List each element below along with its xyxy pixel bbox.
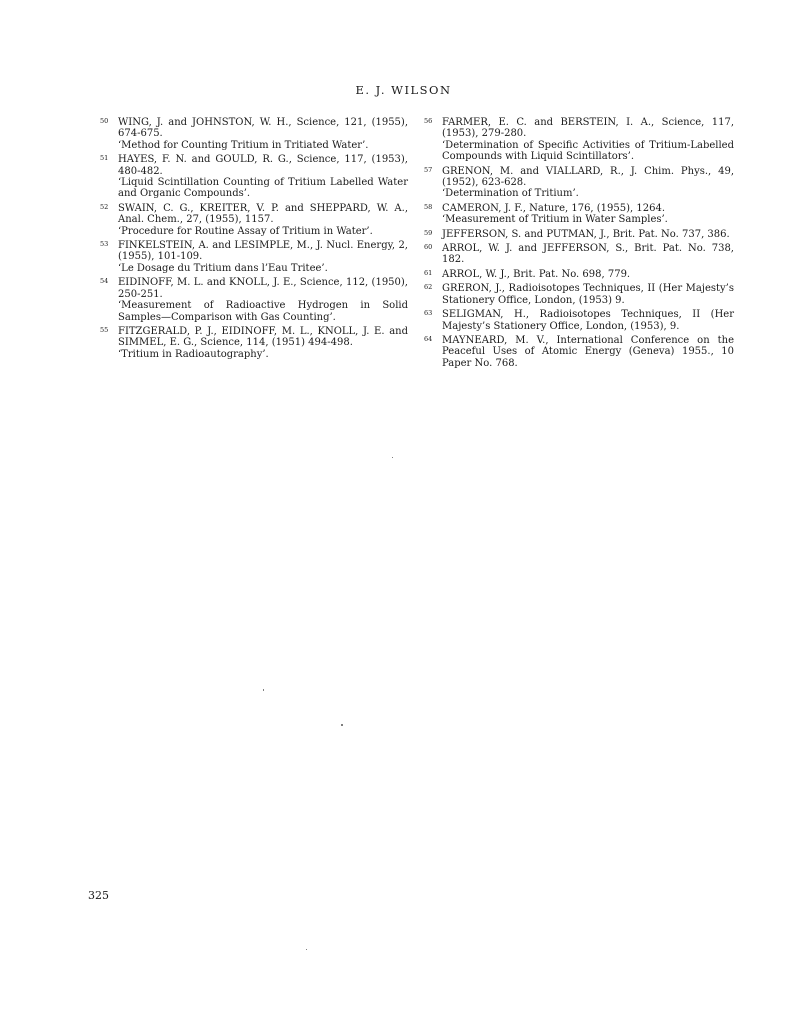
reference-title: ‘Tritium in Radioautography’. (118, 348, 269, 360)
reference-62 (412, 283, 734, 306)
reference-63 (412, 309, 734, 332)
reference-entry: FINKELSTEIN, A. and LESIMPLE, M., J. Nucl. Energy, 2, (1955), 101-109. (118, 240, 408, 263)
reference-entry: ARROL, W. J., Brit. Pat. No. 698, 779. (442, 268, 631, 280)
reference-number: 54 (100, 277, 109, 286)
reference-entry: MAYNEARD, M. V., International Conference on the Peaceful Uses of Atomic Energy (Geneva) 1955., 10 Paper No. 768. (442, 334, 734, 369)
reference-56 (412, 117, 734, 163)
reference-entry: JEFFERSON, S. and PUTMAN, J., Brit. Pat. No. 737, 386. (442, 228, 730, 240)
reference-53 (88, 240, 408, 274)
reference-number: 50 (100, 117, 109, 125)
reference-number: 51 (100, 154, 109, 163)
print-speck (341, 724, 343, 726)
reference-title: ‘Procedure for Routine Assay of Tritium in Water’. (118, 225, 373, 237)
reference-entry: FARMER, E. C. and BERSTEIN, I. A., Science, 117, (1953), 279-280. (442, 117, 734, 140)
reference-entry: WING, J. and JOHNSTON, W. H., Science, 121, (1955), 674-675. (118, 117, 408, 140)
reference-title: ‘Measurement of Radioactive Hydrogen in Solid Samples—Comparison with Gas Counting’. (118, 300, 408, 323)
reference-number: 53 (100, 240, 109, 249)
reference-number: 57 (424, 165, 433, 174)
reference-title: ‘Method for Counting Tritium in Tritiated Water’. (118, 139, 369, 151)
reference-entry: EIDINOFF, M. L. and KNOLL, J. E., Science, 112, (1950), 250-251. (118, 277, 408, 300)
reference-60 (412, 243, 734, 266)
reference-55 (88, 326, 408, 360)
reference-entry: GRENON, M. and VIALLARD, R., J. Chim. Phys., 49, (1952), 623-628. (442, 165, 734, 189)
print-speck (263, 689, 264, 691)
reference-number: 58 (424, 202, 433, 211)
reference-61 (412, 269, 734, 280)
reference-entry: CAMERON, J. F., Nature, 176, (1955), 1264. (442, 202, 666, 214)
reference-entry: SELIGMAN, H., Radioisotopes Techniques, II (Her Majesty’s Stationery Office, London, (1953), 9. (442, 309, 734, 332)
reference-number: 64 (424, 334, 433, 343)
reference-64 (412, 335, 734, 369)
references-column-right (412, 117, 734, 372)
reference-number: 60 (424, 243, 433, 252)
reference-entry: ARROL, W. J. and JEFFERSON, S., Brit. Pat. No. 738, 182. (442, 243, 734, 266)
references-column-left (88, 117, 408, 363)
reference-51 (88, 154, 408, 200)
reference-52 (88, 203, 408, 237)
reference-number: 63 (424, 309, 433, 318)
reference-number: 61 (424, 268, 433, 277)
reference-entry: SWAIN, C. G., KREITER, V. P. and SHEPPARD, W. A., Anal. Chem., 27, (1955), 1157. (118, 202, 408, 226)
running-head: E. J. WILSON (355, 83, 452, 97)
reference-number: 59 (424, 228, 433, 237)
reference-title: ‘Liquid Scintillation Counting of Tritium Labelled Water and Organic Compounds’. (118, 177, 408, 200)
reference-number: 56 (424, 117, 433, 125)
reference-title: ‘Measurement of Tritium in Water Samples’. (442, 214, 668, 226)
reference-title: ‘Determination of Tritium’. (442, 188, 579, 200)
page-number: 325 (88, 889, 109, 902)
reference-59 (412, 229, 734, 240)
reference-number: 55 (100, 325, 109, 334)
reference-58 (412, 203, 734, 226)
reference-number: 52 (100, 202, 109, 211)
reference-entry: GRERON, J., Radioisotopes Techniques, II (Her Majesty’s Stationery Office, London, (1953) 9. (442, 283, 734, 306)
reference-number: 62 (424, 283, 433, 292)
reference-50 (88, 117, 408, 151)
reference-entry: HAYES, F. N. and GOULD, R. G., Science, 117, (1953), 480-482. (118, 154, 408, 177)
print-speck (392, 457, 393, 458)
reference-title: ‘Determination of Specific Activities of Tritium-Labelled Compounds with Liquid Scintillators’. (442, 139, 734, 163)
print-speck (306, 949, 307, 950)
reference-54 (88, 277, 408, 323)
reference-entry: FITZGERALD, P. J., EIDINOFF, M. L., KNOLL, J. E. and SIMMEL, E. G., Science, 114, (1951) 494-498. (118, 325, 408, 349)
reference-57 (412, 166, 734, 200)
reference-title: ‘Le Dosage du Tritium dans l’Eau Tritee’. (118, 262, 328, 274)
